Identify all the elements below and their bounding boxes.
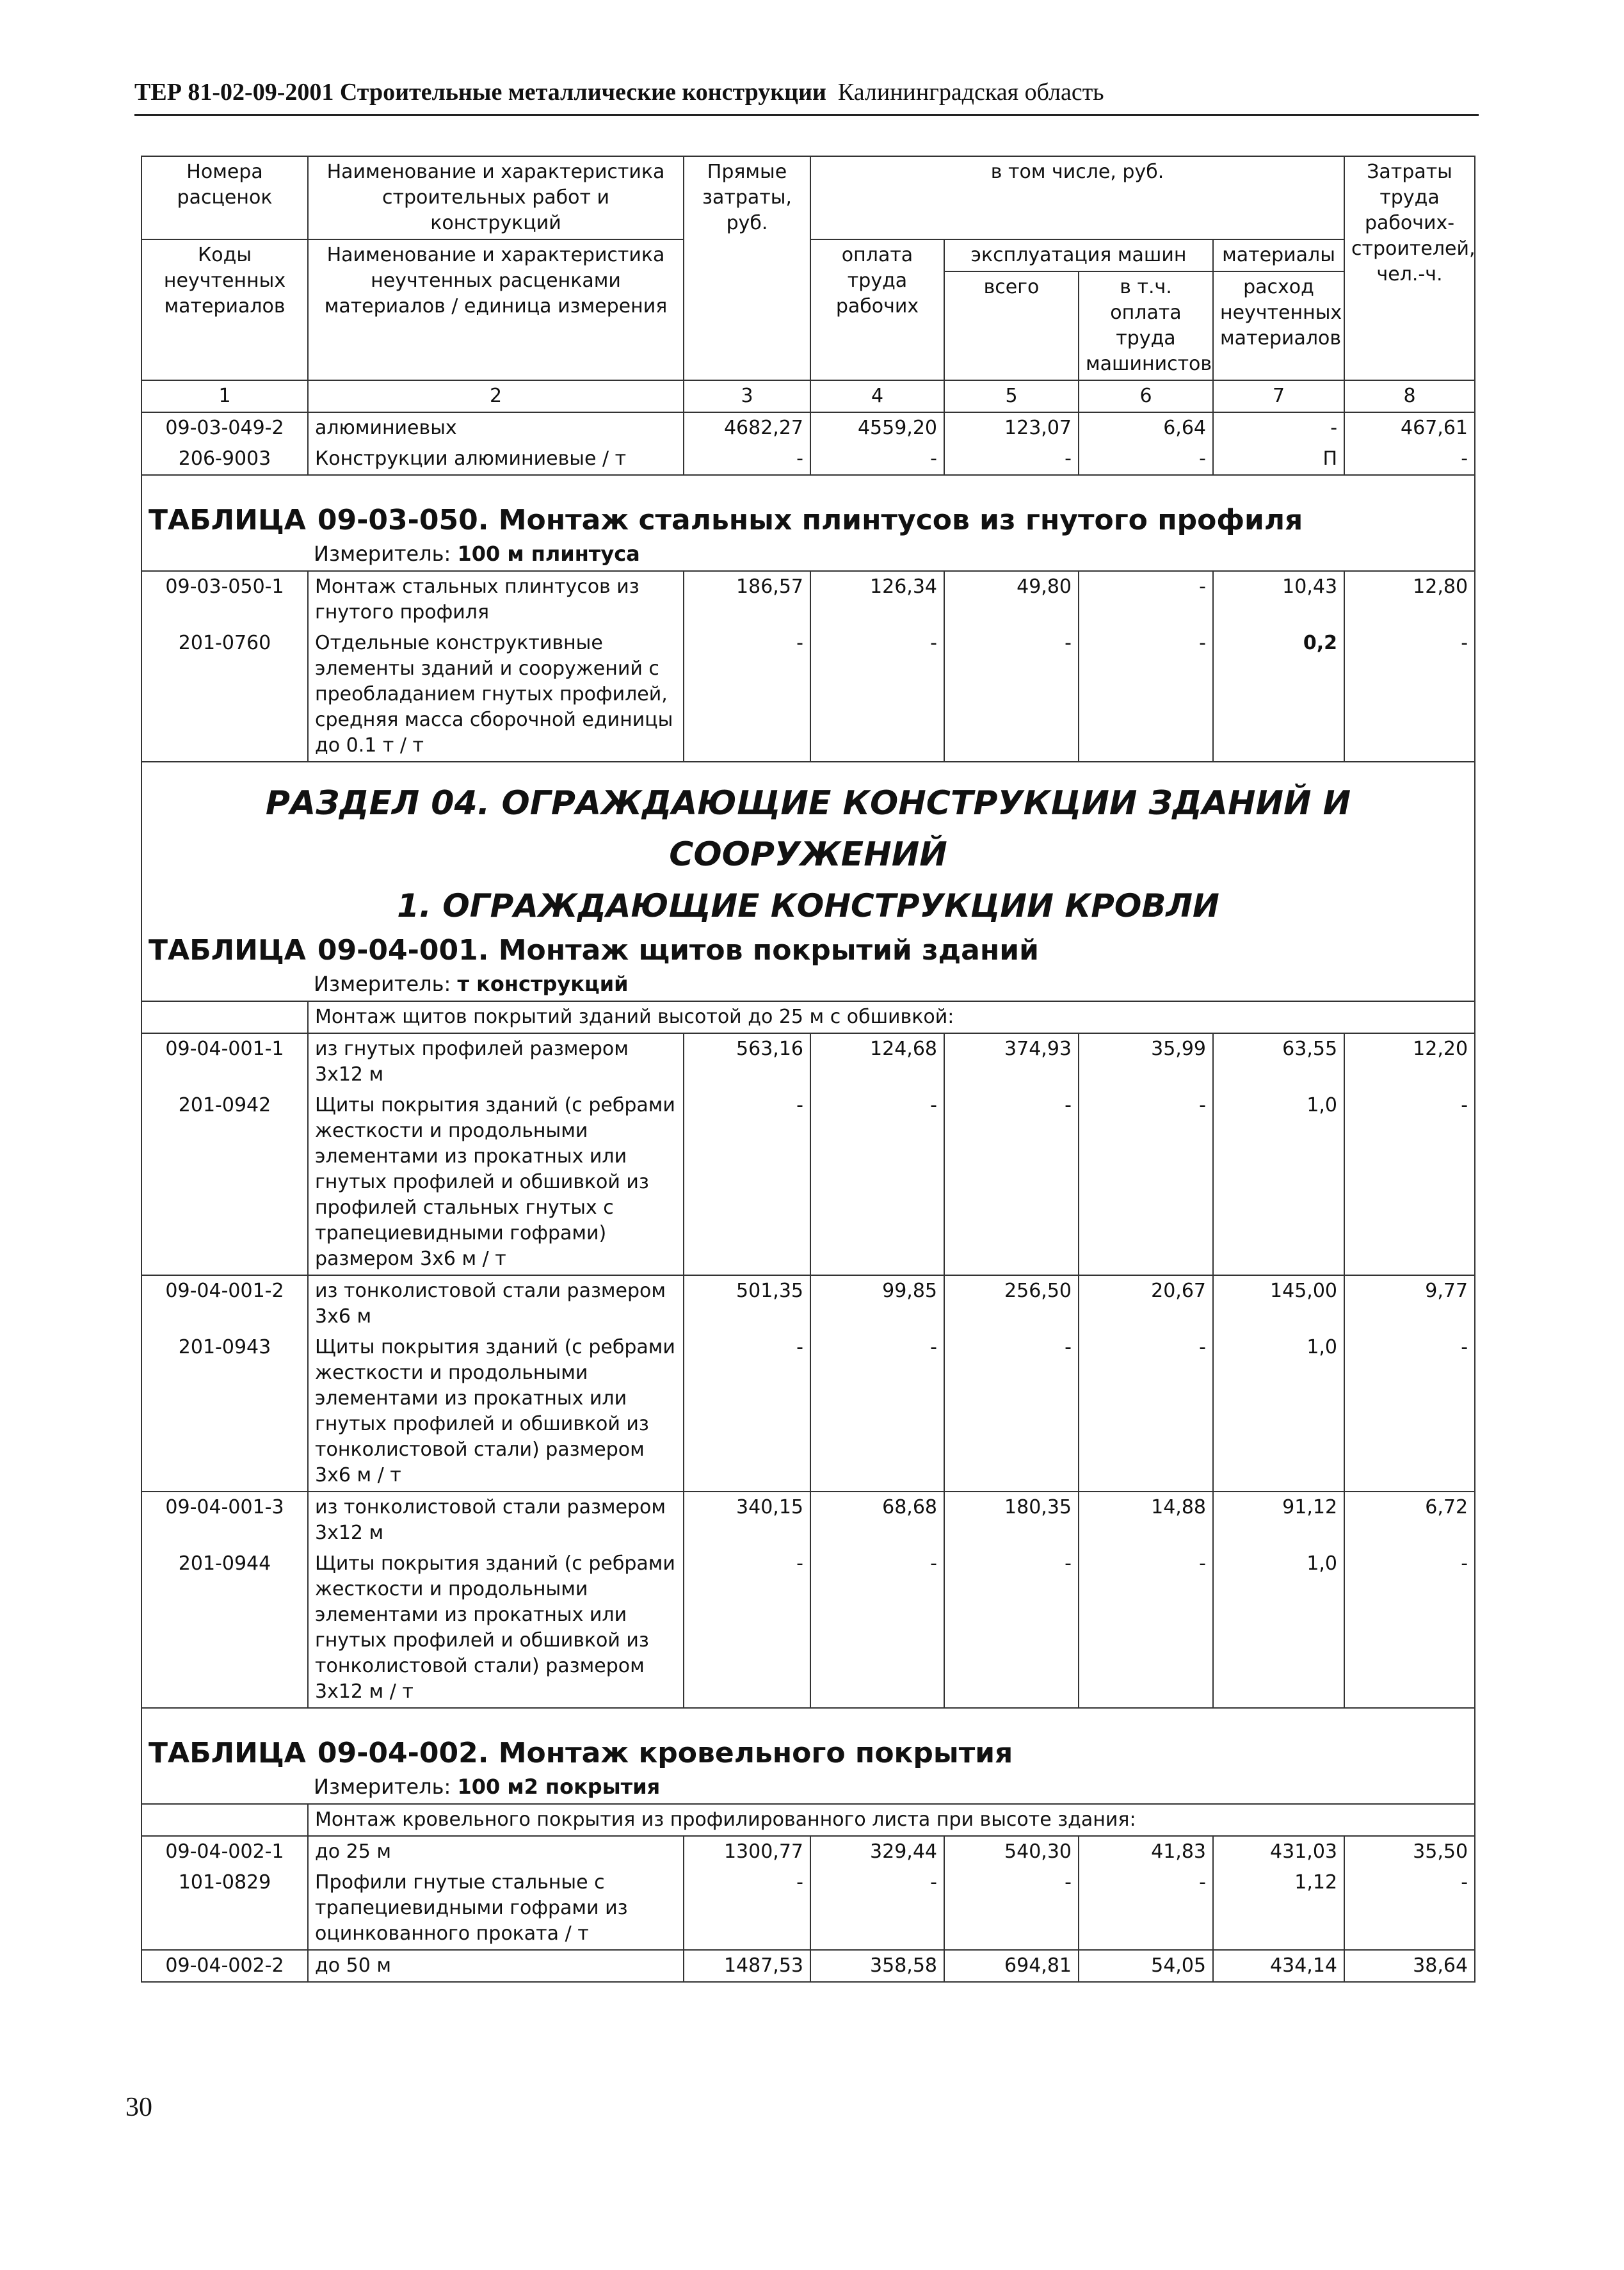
labor-pay: 99,85: [810, 1275, 944, 1332]
table-050-prefix: ТАБЛИЦА: [149, 504, 306, 536]
labor-hours: 38,64: [1344, 1950, 1475, 1982]
table-row: [141, 1950, 1475, 1982]
labor-pay: -: [810, 1549, 944, 1708]
machinist-pay: 20,67: [1079, 1275, 1213, 1332]
table-002-title: [149, 1711, 1468, 1773]
table-001-heading: [141, 762, 1475, 1001]
material-code: 201-0944: [141, 1549, 308, 1708]
column-number: 2: [308, 380, 684, 412]
labor-pay: -: [810, 444, 944, 475]
direct-costs: -: [684, 1332, 810, 1492]
unit-prefix: Измеритель:: [314, 972, 451, 996]
machines-total: 694,81: [944, 1950, 1079, 1982]
labor-hours: -: [1344, 628, 1475, 762]
direct-costs: -: [684, 1090, 810, 1275]
col-machines-label: эксплуатация машин: [944, 239, 1213, 271]
materials: П: [1213, 444, 1344, 475]
machinist-pay: 41,83: [1079, 1836, 1213, 1867]
labor-hours: -: [1344, 1867, 1475, 1950]
machines-total: -: [944, 1332, 1079, 1492]
material-code: 201-0943: [141, 1332, 308, 1492]
table-001-intro: Монтаж щитов покрытий зданий высотой до 25 м с обшивкой:: [308, 1001, 1475, 1033]
table-002-intro-row: [141, 1804, 1475, 1836]
labor-hours: 12,80: [1344, 571, 1475, 628]
materials: 434,14: [1213, 1950, 1344, 1982]
table-002-unit: [149, 1773, 1468, 1801]
labor-hours: -: [1344, 1549, 1475, 1708]
rate-code: 09-04-002-2: [141, 1950, 308, 1982]
materials: 63,55: [1213, 1033, 1344, 1090]
labor-hours: -: [1344, 444, 1475, 475]
rate-code: 09-04-002-1: [141, 1836, 308, 1867]
work-name: из тонколистовой стали размером 3х6 м: [308, 1275, 684, 1332]
direct-costs: -: [684, 1867, 810, 1950]
labor-hours: 9,77: [1344, 1275, 1475, 1332]
machinist-pay: 14,88: [1079, 1492, 1213, 1549]
materials: 431,03: [1213, 1836, 1344, 1867]
machinist-pay: -: [1079, 1867, 1213, 1950]
region-name: Калининградская область: [837, 79, 1104, 106]
col-including-label: в том числе, руб.: [810, 156, 1344, 239]
labor-hours: 12,20: [1344, 1033, 1475, 1090]
work-name: до 25 м: [308, 1836, 684, 1867]
labor-hours: -: [1344, 1332, 1475, 1492]
table-row: [141, 1275, 1475, 1332]
rate-code: 09-03-050-1: [141, 571, 308, 628]
table-001-intro-row: [141, 1001, 1475, 1033]
direct-costs: 1300,77: [684, 1836, 810, 1867]
materials: 0,2: [1213, 628, 1344, 762]
col-machines-total-label: всего: [944, 271, 1079, 380]
column-number: 6: [1079, 380, 1213, 412]
table-002-text: Монтаж кровельного покрытия: [498, 1737, 1013, 1769]
page-number: 30: [125, 2093, 152, 2122]
material-name: Щиты покрытия зданий (с ребрами жесткости и продольными элементами из прокатных или гнутых профилей и обшивкой из тонколистовой стали) размером 3х6 м / т: [308, 1332, 684, 1492]
machinist-pay: -: [1079, 1549, 1213, 1708]
work-name: до 50 м: [308, 1950, 684, 1982]
rate-code: 09-03-049-2: [141, 412, 308, 444]
table-001-code: 09-04-001.: [317, 934, 489, 967]
section-title: РАЗДЕЛ 04. ОГРАЖДАЮЩИЕ КОНСТРУКЦИИ ЗДАНИЙ И СООРУЖЕНИЙ: [265, 784, 1351, 874]
unit-value: т конструкций: [457, 972, 629, 996]
col-labor-pay-label: оплата труда рабочих: [810, 239, 944, 380]
col-materials-sub-label: расход неучтенных материалов: [1213, 271, 1344, 380]
work-name: Монтаж стальных плинтусов из гнутого профиля: [308, 571, 684, 628]
table-002-code: 09-04-002.: [317, 1737, 489, 1769]
material-name: Отдельные конструктивные элементы зданий и сооружений с преобладанием гнутых профилей, средняя масса сборочной единицы до 0.1 т / т: [308, 628, 684, 762]
machinist-pay: -: [1079, 628, 1213, 762]
material-name: Щиты покрытия зданий (с ребрами жесткости и продольными элементами из прокатных или гнутых профилей и обшивкой из профилей стальных гнутых с трапециевидными гофрами) размером 3х6 м / т: [308, 1090, 684, 1275]
column-number: 7: [1213, 380, 1344, 412]
material-code: 101-0829: [141, 1867, 308, 1950]
machinist-pay: 6,64: [1079, 412, 1213, 444]
direct-costs: -: [684, 1549, 810, 1708]
column-number: 1: [141, 380, 308, 412]
table-row: [141, 1332, 1475, 1492]
materials: 1,0: [1213, 1332, 1344, 1492]
materials: 1,0: [1213, 1090, 1344, 1275]
labor-pay: -: [810, 1332, 944, 1492]
table-050-unit: [149, 540, 1468, 568]
page-header: [134, 78, 1479, 117]
materials: 1,0: [1213, 1549, 1344, 1708]
labor-pay: 68,68: [810, 1492, 944, 1549]
machines-total: -: [944, 1549, 1079, 1708]
col-name-label: Наименование и характеристика строительных работ и конструкций: [308, 156, 684, 239]
table-row: [141, 412, 1475, 444]
machinist-pay: 35,99: [1079, 1033, 1213, 1090]
machines-total: 123,07: [944, 412, 1079, 444]
rates-table: [141, 156, 1475, 1983]
column-number: 8: [1344, 380, 1475, 412]
machines-total: 540,30: [944, 1836, 1079, 1867]
machinist-pay: 54,05: [1079, 1950, 1213, 1982]
unit-value: 100 м плинтуса: [457, 542, 640, 566]
direct-costs: 501,35: [684, 1275, 810, 1332]
labor-pay: -: [810, 1867, 944, 1950]
table-050-heading: [141, 475, 1475, 571]
col-machinist-label: в т.ч. оплата труда машинистов: [1079, 271, 1213, 380]
table-row: [141, 444, 1475, 475]
machinist-pay: -: [1079, 444, 1213, 475]
table-row: [141, 571, 1475, 628]
labor-hours: 6,72: [1344, 1492, 1475, 1549]
material-code: 201-0942: [141, 1090, 308, 1275]
direct-costs: -: [684, 628, 810, 762]
table-row: [141, 628, 1475, 762]
header-rule: [134, 114, 1479, 116]
table-001-title: [149, 931, 1468, 970]
labor-pay: 124,68: [810, 1033, 944, 1090]
machines-total: 256,50: [944, 1275, 1079, 1332]
col-labor-costs-label: Затраты труда рабочих-строителей, чел.-ч.: [1344, 156, 1475, 380]
machines-total: 180,35: [944, 1492, 1079, 1549]
column-numbers-row: [141, 380, 1475, 412]
table-050-text: Монтаж стальных плинтусов из гнутого профиля: [498, 504, 1303, 536]
machines-total: 374,93: [944, 1033, 1079, 1090]
material-name: Конструкции алюминиевые / т: [308, 444, 684, 475]
labor-pay: 358,58: [810, 1950, 944, 1982]
col-direct-label: Прямые затраты, руб.: [684, 156, 810, 380]
labor-hours: 35,50: [1344, 1836, 1475, 1867]
machinist-pay: -: [1079, 1332, 1213, 1492]
header-row-1: [141, 156, 1475, 239]
materials: 91,12: [1213, 1492, 1344, 1549]
machines-total: -: [944, 628, 1079, 762]
machines-total: -: [944, 444, 1079, 475]
materials: 1,12: [1213, 1867, 1344, 1950]
labor-hours: 467,61: [1344, 412, 1475, 444]
table-row: [141, 1549, 1475, 1708]
materials: 10,43: [1213, 571, 1344, 628]
direct-costs: 186,57: [684, 571, 810, 628]
table-row: [141, 1090, 1475, 1275]
direct-costs: 563,16: [684, 1033, 810, 1090]
table-row: [141, 1836, 1475, 1867]
table-002-intro: Монтаж кровельного покрытия из профилированного листа при высоте здания:: [308, 1804, 1475, 1836]
rates-document: [141, 156, 1474, 1983]
materials: -: [1213, 412, 1344, 444]
labor-pay: -: [810, 1090, 944, 1275]
labor-pay: 329,44: [810, 1836, 944, 1867]
col-material-code-label: Коды неучтенных материалов: [141, 239, 308, 380]
table-002-prefix: ТАБЛИЦА: [149, 1737, 306, 1769]
machines-total: -: [944, 1090, 1079, 1275]
table-001-prefix: ТАБЛИЦА: [149, 934, 306, 967]
machines-total: 49,80: [944, 571, 1079, 628]
machines-total: -: [944, 1867, 1079, 1950]
machinist-pay: -: [1079, 571, 1213, 628]
material-code: 201-0760: [141, 628, 308, 762]
rate-code: 09-04-001-2: [141, 1275, 308, 1332]
column-number: 4: [810, 380, 944, 412]
subsection-title: 1. ОГРАЖДАЮЩИЕ КОНСТРУКЦИИ КРОВЛИ: [397, 887, 1219, 924]
table-001-unit: [149, 970, 1468, 998]
labor-pay: 4559,20: [810, 412, 944, 444]
labor-hours: -: [1344, 1090, 1475, 1275]
table-001-text: Монтаж щитов покрытий зданий: [498, 934, 1039, 967]
rate-code: 09-04-001-3: [141, 1492, 308, 1549]
machinist-pay: -: [1079, 1090, 1213, 1275]
work-name: из тонколистовой стали размером 3х12 м: [308, 1492, 684, 1549]
work-name: из гнутых профилей размером 3х12 м: [308, 1033, 684, 1090]
col-material-name-label: Наименование и характеристика неучтенных расценками материалов / единица измерения: [308, 239, 684, 380]
direct-costs: 340,15: [684, 1492, 810, 1549]
labor-pay: 126,34: [810, 571, 944, 628]
material-code: 206-9003: [141, 444, 308, 475]
materials: 145,00: [1213, 1275, 1344, 1332]
col-materials-label: материалы: [1213, 239, 1344, 271]
unit-prefix: Измеритель:: [314, 542, 451, 566]
table-row: [141, 1867, 1475, 1950]
document-code: ТЕР 81-02-09-2001 Строительные металлические конструкции: [134, 79, 826, 106]
direct-costs: 4682,27: [684, 412, 810, 444]
column-number: 3: [684, 380, 810, 412]
material-name: Щиты покрытия зданий (с ребрами жесткости и продольными элементами из прокатных или гнутых профилей и обшивкой из тонколистовой стали) размером 3х12 м / т: [308, 1549, 684, 1708]
material-name: Профили гнутые стальные с трапециевидными гофрами из оцинкованного проката / т: [308, 1867, 684, 1950]
col-code-label: Номера расценок: [141, 156, 308, 239]
direct-costs: 1487,53: [684, 1950, 810, 1982]
table-row: [141, 1492, 1475, 1549]
table-050-code: 09-03-050.: [317, 504, 489, 536]
direct-costs: -: [684, 444, 810, 475]
table-row: [141, 1033, 1475, 1090]
labor-pay: -: [810, 628, 944, 762]
table-050-title: [149, 478, 1468, 540]
unit-prefix: Измеритель:: [314, 1775, 451, 1799]
unit-value: 100 м2 покрытия: [457, 1775, 661, 1799]
work-name: алюминиевых: [308, 412, 684, 444]
column-number: 5: [944, 380, 1079, 412]
rate-code: 09-04-001-1: [141, 1033, 308, 1090]
table-002-heading: [141, 1708, 1475, 1804]
